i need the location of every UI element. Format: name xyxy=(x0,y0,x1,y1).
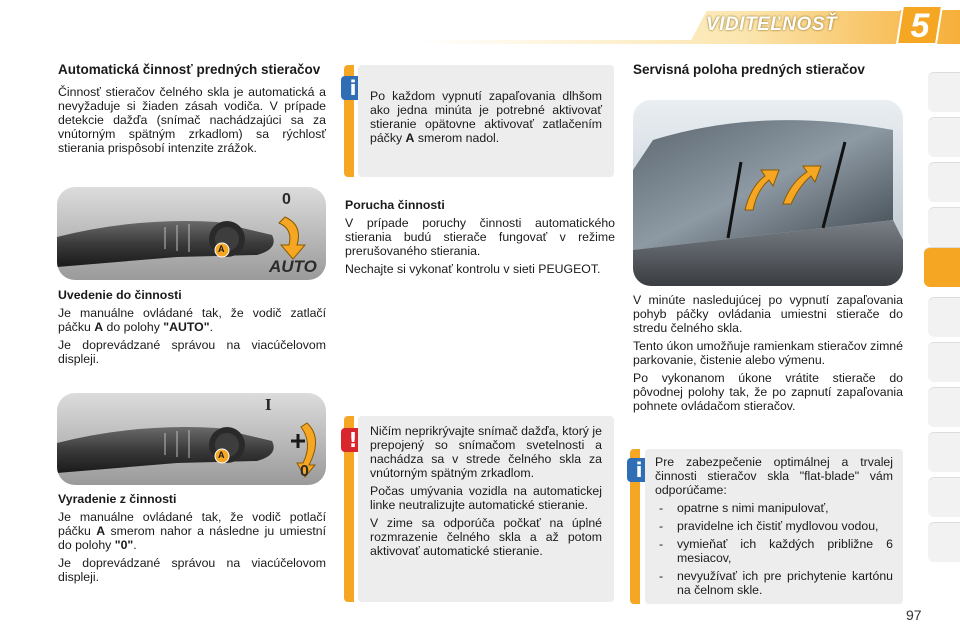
service-return-text: Po vykonanom úkone vrátite stierače do pôvodnej polohy tak, že po zapnutí zapaľovania pohnete ovládačom stieračov. xyxy=(633,371,903,413)
info-note-ignition xyxy=(358,65,614,177)
deactivation-display-text: Je doprevádzané správou na viacúčelovom displeji. xyxy=(58,556,326,584)
stalk-auto-figure xyxy=(57,187,326,280)
info-icon: i xyxy=(341,76,365,100)
service-text xyxy=(633,293,903,417)
activation-display-text: Je doprevádzané správou na viacúčelovom displeji. xyxy=(58,338,326,366)
stalk-position-0-label: 0 xyxy=(300,463,309,480)
chapter-tab[interactable] xyxy=(928,72,960,112)
deactivation-title: Vyradenie z činnosti xyxy=(58,492,177,506)
stalk-position-0-label: 0 xyxy=(282,191,291,208)
service-purpose-text: Tento úkon umožňuje ramienkam stieračov zimné parkovanie, čistenie alebo výmenu. xyxy=(633,339,903,367)
activation-title: Uvedenie do činnosti xyxy=(58,288,182,302)
chapter-tab[interactable] xyxy=(928,387,960,427)
left-column xyxy=(58,62,326,159)
info-icon: i xyxy=(627,458,651,482)
list-item: - pravidelne ich čistiť mydlovou vodou, xyxy=(655,519,893,533)
deactivation-section xyxy=(58,492,326,588)
fault-service-text: Nechajte si vykonať kontrolu v sieti PEUGEOT. xyxy=(345,262,601,276)
windscreen-illustration xyxy=(633,100,903,286)
list-item: - opatrne s nimi manipulovať, xyxy=(655,501,893,515)
deactivation-text: Je manuálne ovládané tak, že vodič potlačí páčku A smerom nahor a následne ju umiestní do polohy "0". xyxy=(58,510,327,552)
activation-section xyxy=(58,288,326,370)
info-note-flat-blade xyxy=(645,449,903,604)
chapter-tab[interactable] xyxy=(928,432,960,472)
stalk-position-auto-label: AUTO xyxy=(269,257,317,276)
service-position-title: Servisná poloha predných stieračov xyxy=(633,62,865,77)
warning-icon: ! xyxy=(341,428,365,452)
warning-note xyxy=(358,416,614,602)
chapter-tab-active[interactable] xyxy=(924,247,960,287)
auto-wipe-intro: Činnosť stieračov čelného skla je automatická a nevyžaduje si žiaden zásah vodiča. V prípade detekcie dažďa (snímač nachádzajúci sa za vnútorným spätným zrkadlom) sa rýchlosť stierania prispôsobí intenzite zrážok. xyxy=(58,85,326,155)
list-item: - vymieňať ich každých približne 6 mesiacov, xyxy=(655,537,893,565)
chapter-tabs xyxy=(928,60,960,620)
page-number: 97 xyxy=(906,607,922,623)
stalk-illustration xyxy=(57,393,326,485)
chapter-tab[interactable] xyxy=(928,297,960,337)
list-item: - nevyužívať ich pre prichytenie kartónu na čelnom skle. xyxy=(655,569,893,597)
service-section xyxy=(633,62,903,85)
chapter-tab[interactable] xyxy=(928,117,960,157)
flat-blade-tips xyxy=(655,501,893,597)
warning-winter-text: V zime sa odporúča počkať na úplné rozmrazenie čelného skla a až potom aktivovať automatické stieranie. xyxy=(370,516,602,558)
info-note-ignition-text: Po každom vypnutí zapaľovania dlhšom ako jedna minúta je potrebné aktivovať stieranie opätovne aktivovať zatlačením páčky A smerom nadol. xyxy=(370,89,602,145)
chapter-tab[interactable] xyxy=(928,162,960,202)
fault-section xyxy=(345,198,615,280)
stalk-off-figure xyxy=(57,393,326,485)
stalk-a-label: A xyxy=(218,450,225,460)
chapter-tab[interactable] xyxy=(928,342,960,382)
section-title: VIDITEĽNOSŤ xyxy=(706,14,838,35)
stalk-a-label: A xyxy=(218,244,225,254)
windscreen-wipers-figure xyxy=(633,100,903,286)
stalk-position-1-label: I xyxy=(265,395,272,414)
flat-blade-intro: Pre zabezpečenie optimálnej a trvalej činnosti stieračov skla "flat-blade" vám odporúčame: xyxy=(655,455,893,497)
chapter-tab[interactable] xyxy=(928,477,960,517)
chapter-tab[interactable] xyxy=(928,522,960,562)
chapter-tab[interactable] xyxy=(928,207,960,247)
chapter-number: 5 xyxy=(910,7,930,45)
fault-title: Porucha činnosti xyxy=(345,198,445,212)
warning-sensor-text: Ničím neprikrývajte snímač dažďa, ktorý je prepojený so snímačom svetelnosti a nachádza sa v strede čelného skla za vnútorným spätným zrkadlom. xyxy=(370,424,602,480)
activation-text: Je manuálne ovládané tak, že vodič zatlačí páčku A do polohy "AUTO". xyxy=(58,306,326,334)
fault-text: V prípade poruchy činnosti automatického stierania budú stierače fungovať v režime prerušovaného stierania. xyxy=(345,216,615,258)
auto-wipe-title: Automatická činnosť predných stieračov xyxy=(58,62,321,77)
service-step-text: V minúte nasledujúcej po vypnutí zapaľovania pohyb páčky ovládania umiestni stierače do stredu čelného skla. xyxy=(633,293,903,335)
warning-carwash-text: Počas umývania vozidla na automatickej linke neutralizujte automatické stieranie. xyxy=(370,484,602,512)
